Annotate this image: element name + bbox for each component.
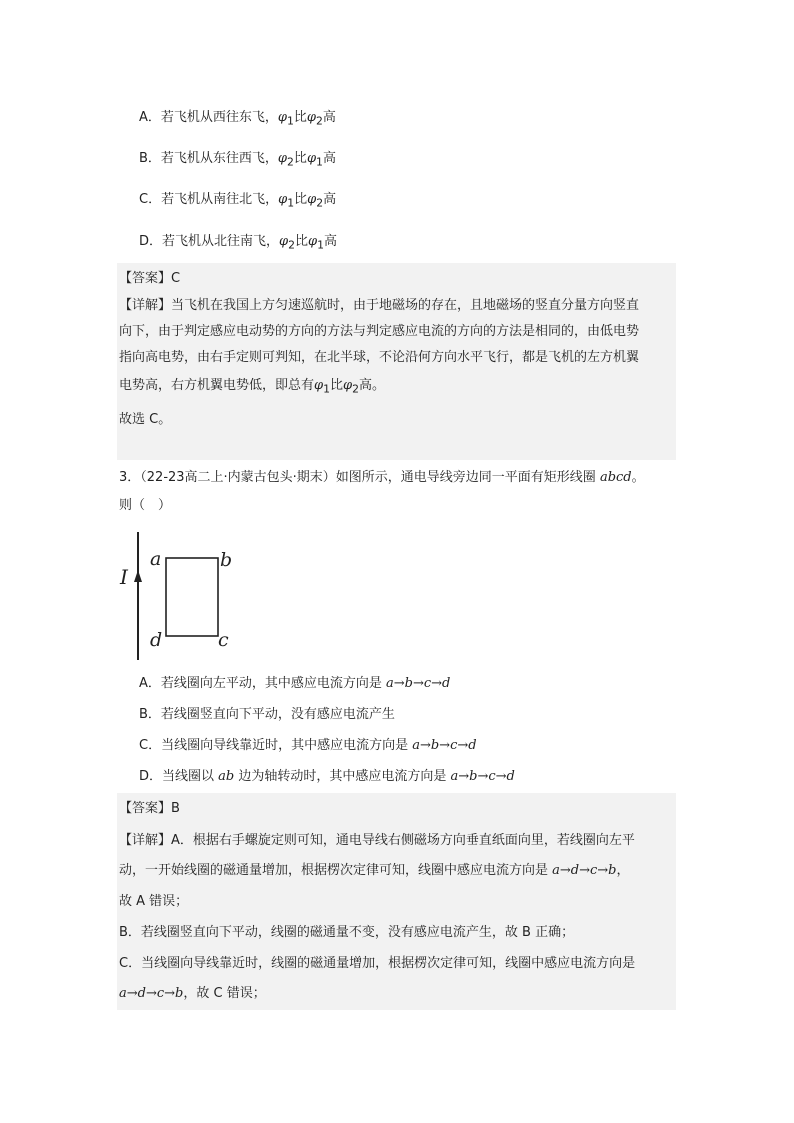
- q3-stem-line2: 则（ ）: [119, 498, 172, 513]
- q3-figure: [110, 528, 250, 668]
- corner-c-label: c: [218, 629, 229, 651]
- q2-option-d: D．若飞机从北往南飞，$\varphi_2$比$\varphi_1$高: [139, 234, 338, 252]
- q3-option-c: C．当线圈向导线靠近时，其中感应电流方向是 a→b→c→d: [139, 738, 477, 753]
- q3-detail-line: B．若线圈竖直向下平动，线圈的磁通量不变，没有感应电流产生，故 B 正确；: [119, 925, 575, 940]
- q2-answer-block: [117, 263, 676, 460]
- q2-detail-line: 向下，由于判定感应电动势的方向的方法与判定感应电流的方向的方法是相同的，由低电势: [119, 324, 640, 339]
- q3-detail-line: C．当线圈向导线靠近时，线圈的磁通量增加，根据楞次定律可知，线圈中感应电流方向是: [119, 956, 636, 971]
- corner-a-label: a: [150, 548, 162, 570]
- q3-option-d: D．当线圈以 ab 边为轴转动时，其中感应电流方向是 a→b→c→d: [139, 769, 515, 784]
- q3-detail-line: a→d→c→b，故 C 错误；: [119, 986, 266, 1001]
- q3-option-a: A．若线圈向左平动，其中感应电流方向是 a→b→c→d: [139, 676, 451, 691]
- q3-stem: 3．（22-23高二上·内蒙古包头·期末）如图所示，通电导线旁边同一平面有矩形线圈 abcd。: [119, 470, 645, 485]
- q3-option-b: B．若线圈竖直向下平动，没有感应电流产生: [139, 707, 395, 722]
- q2-answer: 【答案】C: [119, 271, 181, 286]
- q2-option-c: C．若飞机从南往北飞，$\varphi_1$比$\varphi_2$高: [139, 192, 337, 210]
- q2-detail-line-last: 电势高，右方机翼电势低，即总有$\varphi_1$比$\varphi_2$高。: [119, 378, 386, 396]
- q2-detail-line: 【详解】当飞机在我国上方匀速巡航时，由于地磁场的存在，且地磁场的竖直分量方向竖直: [119, 298, 640, 313]
- q2-detail-line: 指向高电势，由右手定则可判知，在北半球，不论沿何方向水平飞行，都是飞机的左方机翼: [119, 350, 640, 365]
- q2-option-b: B．若飞机从东往西飞，$\varphi_2$比$\varphi_1$高: [139, 151, 336, 169]
- corner-d-label: d: [150, 629, 163, 651]
- q2-choice: 故选 C。: [119, 412, 172, 427]
- q3-detail-line: 【详解】A．根据右手螺旋定则可知，通电导线右侧磁场方向垂直纸面向里，若线圈向左平: [119, 833, 635, 848]
- q3-detail-line: 故 A 错误；: [119, 894, 189, 909]
- q3-answer: 【答案】B: [119, 801, 180, 816]
- q3-detail-line: 动，一开始线圈的磁通量增加，根据楞次定律可知，线圈中感应电流方向是 a→d→c→b，: [119, 863, 630, 878]
- q3-answer-block: [117, 793, 676, 1010]
- current-arrow-icon: [134, 570, 142, 582]
- corner-b-label: b: [220, 549, 233, 571]
- current-label: I: [120, 565, 128, 589]
- q2-option-a: A．若飞机从西往东飞，$\varphi_1$比$\varphi_2$高: [139, 110, 336, 128]
- rect-coil: [166, 558, 218, 636]
